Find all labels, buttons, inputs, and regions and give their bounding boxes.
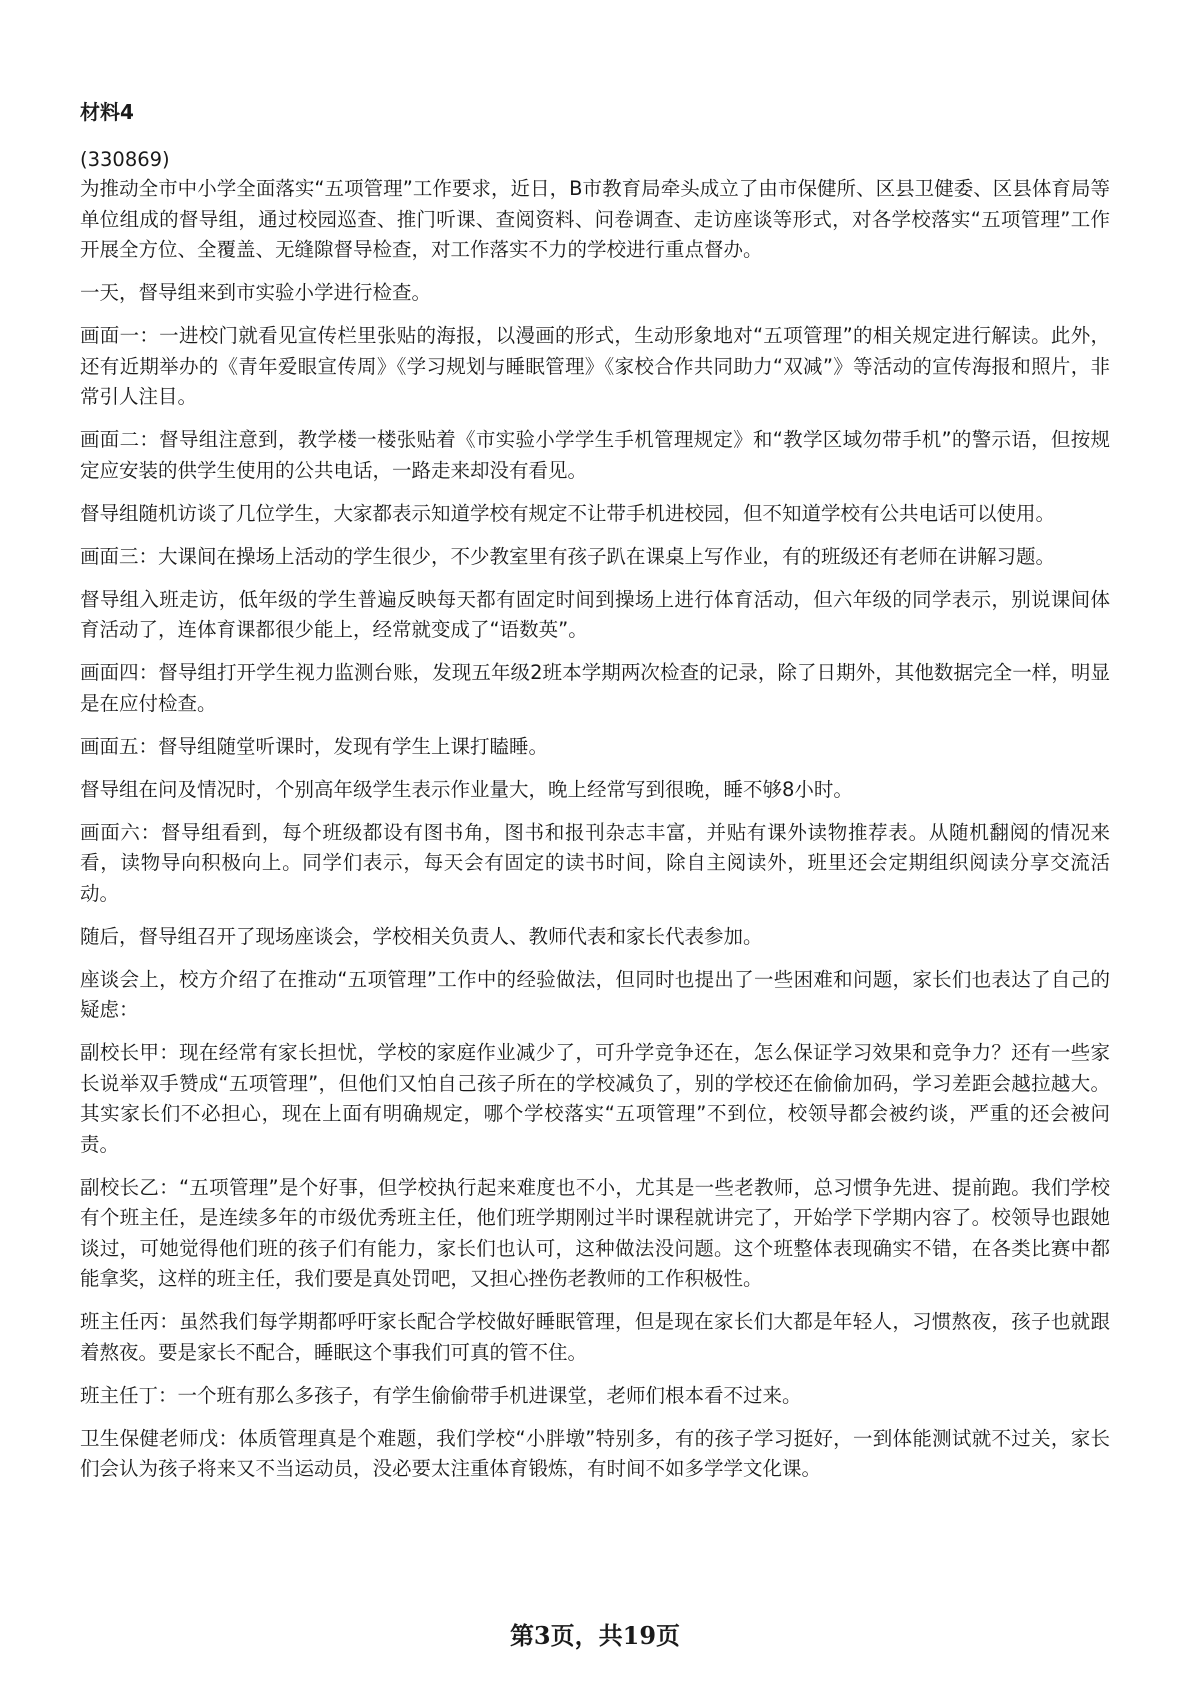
paragraph-scene-3: 画面三：大课间在操场上活动的学生很少，不少教室里有孩子趴在课桌上写作业，有的班级还有老师在讲解习题。	[80, 544, 1056, 568]
paragraph-symposium: 随后，督导组召开了现场座谈会，学校相关负责人、教师代表和家长代表参加。	[80, 924, 763, 948]
paragraph-symposium-intro: 座谈会上，校方介绍了在推动“五项管理”工作中的经验做法，但同时也提出了一些困难和问题，家长们也表达了自己的疑虑：	[80, 967, 1110, 1021]
document-id: (330869)	[80, 148, 170, 171]
paragraph-scene-5: 画面五：督导组随堂听课时，发现有学生上课打瞌睡。	[80, 734, 549, 758]
material-title: 材料4	[80, 100, 134, 124]
paragraph-vice-principal-a: 副校长甲：现在经常有家长担忧，学校的家庭作业减少了，可升学竞争还在，怎么保证学习效果和竞争力？还有一些家长说举双手赞成“五项管理”，但他们又怕自己孩子所在的学校减负了，别的学校还在偷偷加码，学习差距会越拉越大。其实家长们不必担心，现在上面有明确规定，哪个学校落实“五项管理”不到位，校领导都会被约谈，严重的还会被问责。	[80, 1041, 1110, 1156]
paragraph-class-visit: 督导组入班走访，低年级的学生普遍反映每天都有固定时间到操场上进行体育活动，但六年级的同学表示，别说课间体育活动了，连体育课都很少能上，经常就变成了“语数英”。	[80, 587, 1110, 641]
paragraph-vice-principal-b: 副校长乙：“五项管理”是个好事，但学校执行起来难度也不小，尤其是一些老教师，总习惯争先进、提前跑。我们学校有个班主任，是连续多年的市级优秀班主任，他们班学期刚过半时课程就讲完了，开始学下学期内容了。校领导也跟她谈过，可她觉得他们班的孩子们有能力，家长们也认可，这种做法没问题。这个班整体表现确实不错，在各类比赛中都能拿奖，这样的班主任，我们要是真处罚吧，又担心挫伤老教师的工作积极性。	[80, 1175, 1110, 1290]
paragraph-scene-1: 画面一：一进校门就看见宣传栏里张贴的海报，以漫画的形式，生动形象地对“五项管理”的相关规定进行解读。此外，还有近期举办的《青年爱眼宣传周》《学习规划与睡眠管理》《家校合作共同助力“双减”》等活动的宣传海报和照片，非常引人注目。	[80, 324, 1110, 408]
page-number-footer: 第3页，共19页	[509, 1621, 681, 1650]
document-body	[80, 98, 1110, 1497]
paragraph-visit: 一天，督导组来到市实验小学进行检查。	[80, 281, 432, 304]
paragraph-scene-4: 画面四：督导组打开学生视力监测台账，发现五年级2班本学期两次检查的记录，除了日期外，其他数据完全一样，明显是在应付检查。	[80, 661, 1110, 715]
paragraph-student-interview: 督导组随机访谈了几位学生，大家都表示知道学校有规定不让带手机进校园，但不知道学校有公共电话可以使用。	[80, 501, 1056, 525]
paragraph-teacher-c: 班主任丙：虽然我们每学期都呼吁家长配合学校做好睡眠管理，但是现在家长们大都是年轻人，习惯熬夜，孩子也就跟着熬夜。要是家长不配合，睡眠这个事我们可真的管不住。	[80, 1310, 1110, 1364]
paragraph-scene-6: 画面六：督导组看到，每个班级都设有图书角，图书和报刊杂志丰富，并贴有课外读物推荐表。从随机翻阅的情况来看，读物导向积极向上。同学们表示，每天会有固定的读书时间，除自主阅读外，班里还会定期组织阅读分享交流活动。	[80, 820, 1110, 905]
paragraph-sleep-inquiry: 督导组在问及情况时，个别高年级学生表示作业量大，晚上经常写到很晚，睡不够8小时。	[80, 777, 853, 801]
paragraph-health-teacher-e: 卫生保健老师戊：体质管理真是个难题，我们学校“小胖墩”特别多，有的孩子学习挺好，一到体能测试就不过关，家长们会认为孩子将来又不当运动员，没必要太注重体育锻炼，有时间不如多学学文化课。	[80, 1426, 1110, 1480]
paragraph-teacher-d: 班主任丁：一个班有那么多孩子，有学生偷偷带手机进课堂，老师们根本看不过来。	[80, 1383, 802, 1407]
paragraph-intro: 为推动全市中小学全面落实“五项管理”工作要求，近日，B市教育局牵头成立了由市保健所、区县卫健委、区县体育局等单位组成的督导组，通过校园巡查、推门听课、查阅资料、问卷调查、走访座谈等形式，对各学校落实“五项管理”工作开展全方位、全覆盖、无缝隙督导检查，对工作落实不力的学校进行重点督办。	[80, 177, 1110, 261]
paragraph-scene-2: 画面二：督导组注意到，教学楼一楼张贴着《市实验小学学生手机管理规定》和“教学区域勿带手机”的警示语，但按规定应安装的供学生使用的公共电话，一路走来却没有看见。	[80, 428, 1110, 482]
